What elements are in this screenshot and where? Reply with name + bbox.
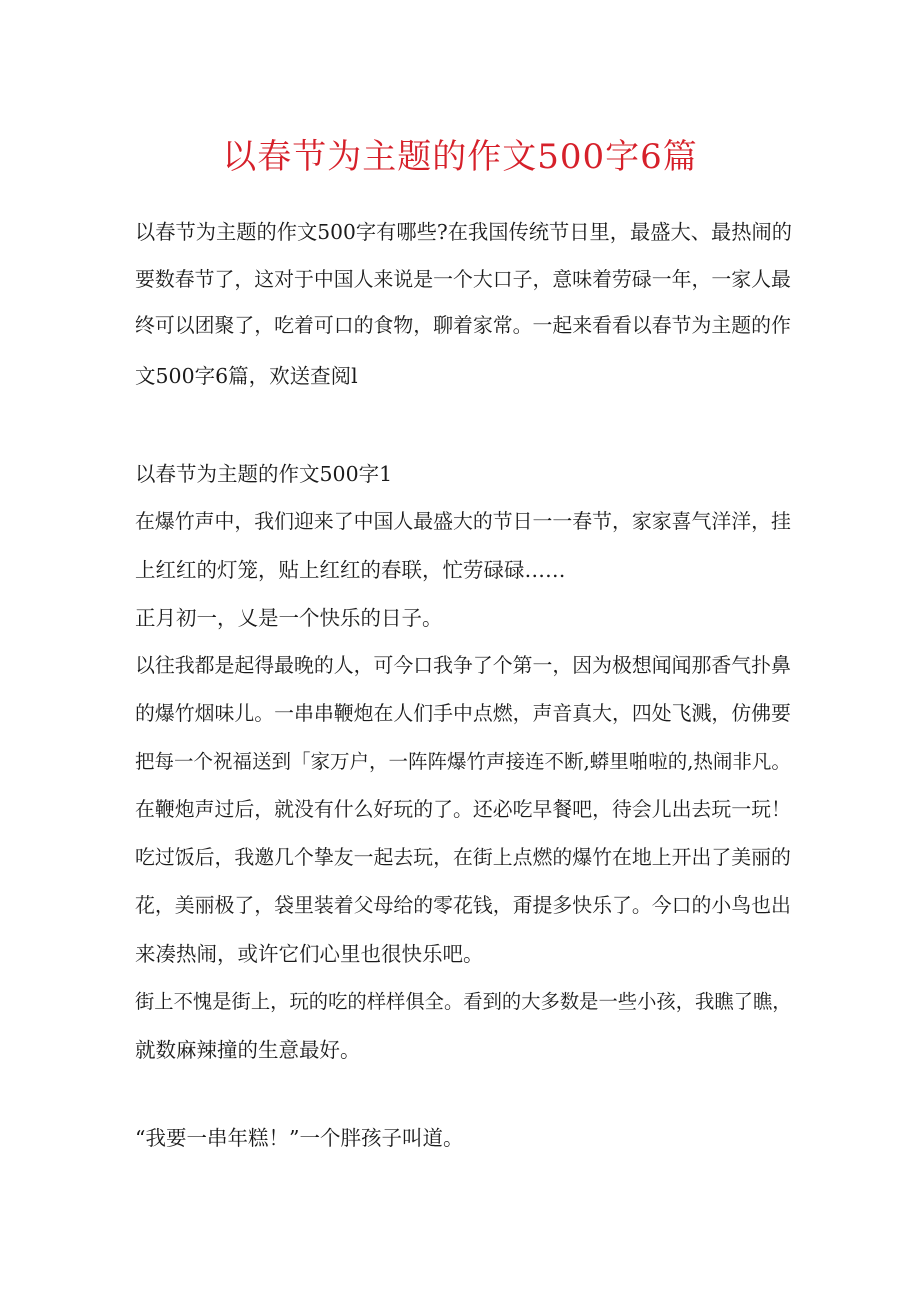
body-line: 来凑热闹，或许它们心里也很快乐吧。 <box>135 942 484 966</box>
section-heading: 以春节为主题的作文500字1 <box>135 462 393 486</box>
body-line: 就数麻辣撞的生意最好。 <box>135 1038 361 1062</box>
document-title: 以春节为主题的作文500字6篇 <box>222 137 698 177</box>
body-line: 在爆竹声中，我们迎来了中国人最盛大的节日一一春节，家家喜气洋洋，挂 <box>135 510 791 533</box>
body-line: 吃过饭后，我邀几个挚友一起去玩，在街上点燃的爆竹在地上开出了美丽的 <box>135 846 791 869</box>
body-line: 街上不愧是街上，玩的吃的样样俱全。看到的大多数是一些小孩，我瞧了瞧， <box>135 990 792 1013</box>
quote-line: “我要一串年糕！”一个胖孩子叫道。 <box>135 1126 464 1150</box>
intro-line: 以春节为主题的作文500字有哪些?在我国传统节日里，最盛大、最热闹的 <box>135 220 793 244</box>
intro-line: 要数春节了，这对于中国人来说是一个大口子，意味着劳碌一年，一家人最 <box>135 268 791 291</box>
body-line: 在鞭炮声过后，就没有什么好玩的了。还必吃早餐吧，待会儿出去玩一玩！ <box>135 798 791 821</box>
intro-line: 文500字6篇，欢送查阅l <box>135 364 358 388</box>
body-line: 的爆竹烟味儿。一串串鞭炮在人们手中点燃，声音真大，四处飞溅，仿佛要 <box>135 702 791 725</box>
intro-line: 终可以团聚了，吃着可口的食物，聊着家常。一起来看看以春节为主题的作 <box>135 314 791 337</box>
body-line: 把每一个祝福送到「家万户，一阵阵爆竹声接连不断,蟒里啪啦的,热闹非凡。 <box>135 750 791 773</box>
body-line: 上红红的灯笼，贴上红红的春联，忙劳碌碌…… <box>135 558 566 582</box>
body-line: 正月初一，乂是一个快乐的日子。 <box>135 606 443 630</box>
body-line: 花，美丽极了，袋里装着父母给的零花钱，甭提多快乐了。今口的小鸟也出 <box>135 894 791 917</box>
body-line: 以往我都是起得最晚的人，可今口我争了个第一，因为极想闻闻那香气扑鼻 <box>135 654 791 677</box>
